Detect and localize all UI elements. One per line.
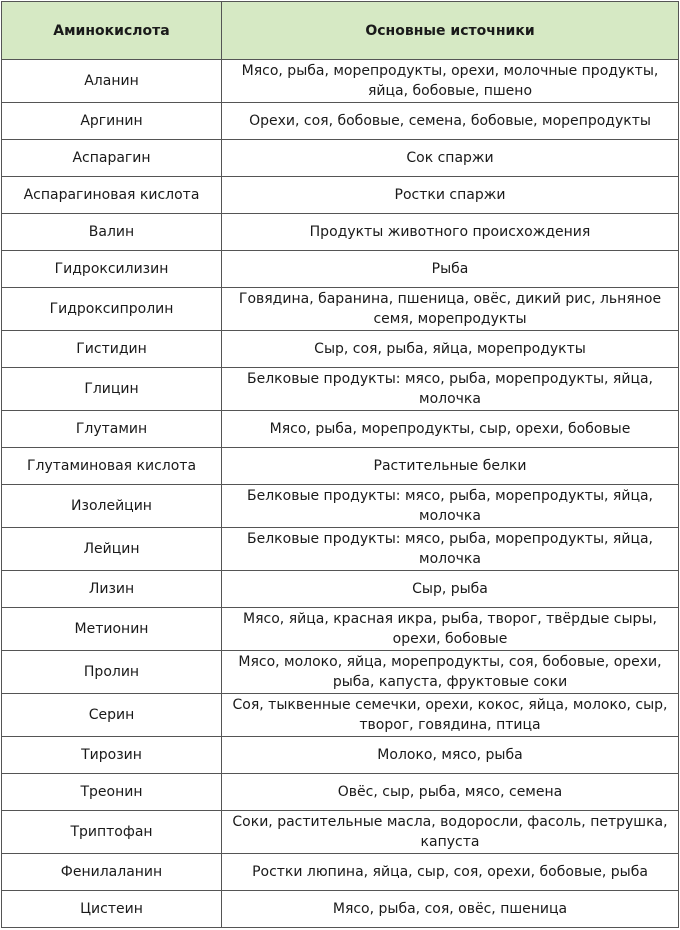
- amino-acid-sources: Соя, тыквенные семечки, орехи, кокос, яйца, молоко, сыр, творог, говядина, птица: [222, 694, 679, 737]
- amino-acid-name: Аспарагин: [2, 140, 222, 177]
- table-row: [2, 140, 679, 177]
- table-row: [2, 737, 679, 774]
- table-row: [2, 811, 679, 854]
- table-row: [2, 571, 679, 608]
- table-row: [2, 214, 679, 251]
- amino-acid-name: Цистеин: [2, 891, 222, 928]
- amino-acid-sources: Белковые продукты: мясо, рыба, морепродукты, яйца, молочка: [222, 368, 679, 411]
- table-row: [2, 331, 679, 368]
- amino-acid-sources: Рыба: [222, 251, 679, 288]
- amino-acid-sources: Орехи, соя, бобовые, семена, бобовые, морепродукты: [222, 103, 679, 140]
- amino-acid-sources: Белковые продукты: мясо, рыба, морепродукты, яйца, молочка: [222, 528, 679, 571]
- amino-acid-name: Глутамин: [2, 411, 222, 448]
- header-amino-acid: Аминокислота: [2, 2, 222, 60]
- table-row: [2, 368, 679, 411]
- amino-acid-sources: Молоко, мясо, рыба: [222, 737, 679, 774]
- amino-acid-sources: Ростки спаржи: [222, 177, 679, 214]
- amino-acid-sources: Белковые продукты: мясо, рыба, морепродукты, яйца, молочка: [222, 485, 679, 528]
- table-row: [2, 651, 679, 694]
- amino-acid-name: Серин: [2, 694, 222, 737]
- amino-acid-sources: Мясо, рыба, соя, овёс, пшеница: [222, 891, 679, 928]
- amino-acid-sources: Растительные белки: [222, 448, 679, 485]
- table-row: [2, 485, 679, 528]
- amino-acid-name: Триптофан: [2, 811, 222, 854]
- amino-acid-name: Валин: [2, 214, 222, 251]
- amino-acid-sources: Ростки люпина, яйца, сыр, соя, орехи, бобовые, рыба: [222, 854, 679, 891]
- amino-acid-sources: Говядина, баранина, пшеница, овёс, дикий рис, льняное семя, морепродукты: [222, 288, 679, 331]
- amino-acid-name: Глицин: [2, 368, 222, 411]
- amino-acid-name: Аргинин: [2, 103, 222, 140]
- amino-acid-name: Пролин: [2, 651, 222, 694]
- amino-acid-name: Лейцин: [2, 528, 222, 571]
- amino-acid-name: Треонин: [2, 774, 222, 811]
- table-row: [2, 854, 679, 891]
- table-row: [2, 528, 679, 571]
- table-row: [2, 103, 679, 140]
- amino-acid-sources: Мясо, рыба, морепродукты, сыр, орехи, бобовые: [222, 411, 679, 448]
- header-main-sources: Основные источники: [222, 2, 679, 60]
- table-row: [2, 251, 679, 288]
- amino-acid-name: Глутаминовая кислота: [2, 448, 222, 485]
- amino-acid-name: Тирозин: [2, 737, 222, 774]
- amino-acid-sources: Продукты животного происхождения: [222, 214, 679, 251]
- amino-acid-sources: Мясо, яйца, красная икра, рыба, творог, твёрдые сыры, орехи, бобовые: [222, 608, 679, 651]
- amino-acid-sources: Сыр, рыба: [222, 571, 679, 608]
- amino-acid-sources: Сок спаржи: [222, 140, 679, 177]
- table-row: [2, 694, 679, 737]
- amino-acid-sources: Мясо, молоко, яйца, морепродукты, соя, бобовые, орехи, рыба, капуста, фруктовые соки: [222, 651, 679, 694]
- amino-acid-name: Лизин: [2, 571, 222, 608]
- table-header-row: [2, 2, 679, 60]
- table-row: [2, 60, 679, 103]
- amino-acid-name: Гидроксипролин: [2, 288, 222, 331]
- amino-acids-table: [1, 1, 679, 928]
- table-row: [2, 288, 679, 331]
- amino-acid-sources: Овёс, сыр, рыба, мясо, семена: [222, 774, 679, 811]
- table-row: [2, 891, 679, 928]
- amino-acid-sources: Мясо, рыба, морепродукты, орехи, молочные продукты, яйца, бобовые, пшено: [222, 60, 679, 103]
- table-row: [2, 608, 679, 651]
- amino-acid-sources: Соки, растительные масла, водоросли, фасоль, петрушка, капуста: [222, 811, 679, 854]
- table-row: [2, 774, 679, 811]
- amino-acid-name: Фенилаланин: [2, 854, 222, 891]
- table-row: [2, 411, 679, 448]
- table-row: [2, 448, 679, 485]
- amino-acid-name: Изолейцин: [2, 485, 222, 528]
- amino-acid-name: Гистидин: [2, 331, 222, 368]
- amino-acid-name: Метионин: [2, 608, 222, 651]
- amino-acid-name: Аланин: [2, 60, 222, 103]
- amino-acid-sources: Сыр, соя, рыба, яйца, морепродукты: [222, 331, 679, 368]
- amino-acid-name: Гидроксилизин: [2, 251, 222, 288]
- amino-acid-name: Аспарагиновая кислота: [2, 177, 222, 214]
- table-row: [2, 177, 679, 214]
